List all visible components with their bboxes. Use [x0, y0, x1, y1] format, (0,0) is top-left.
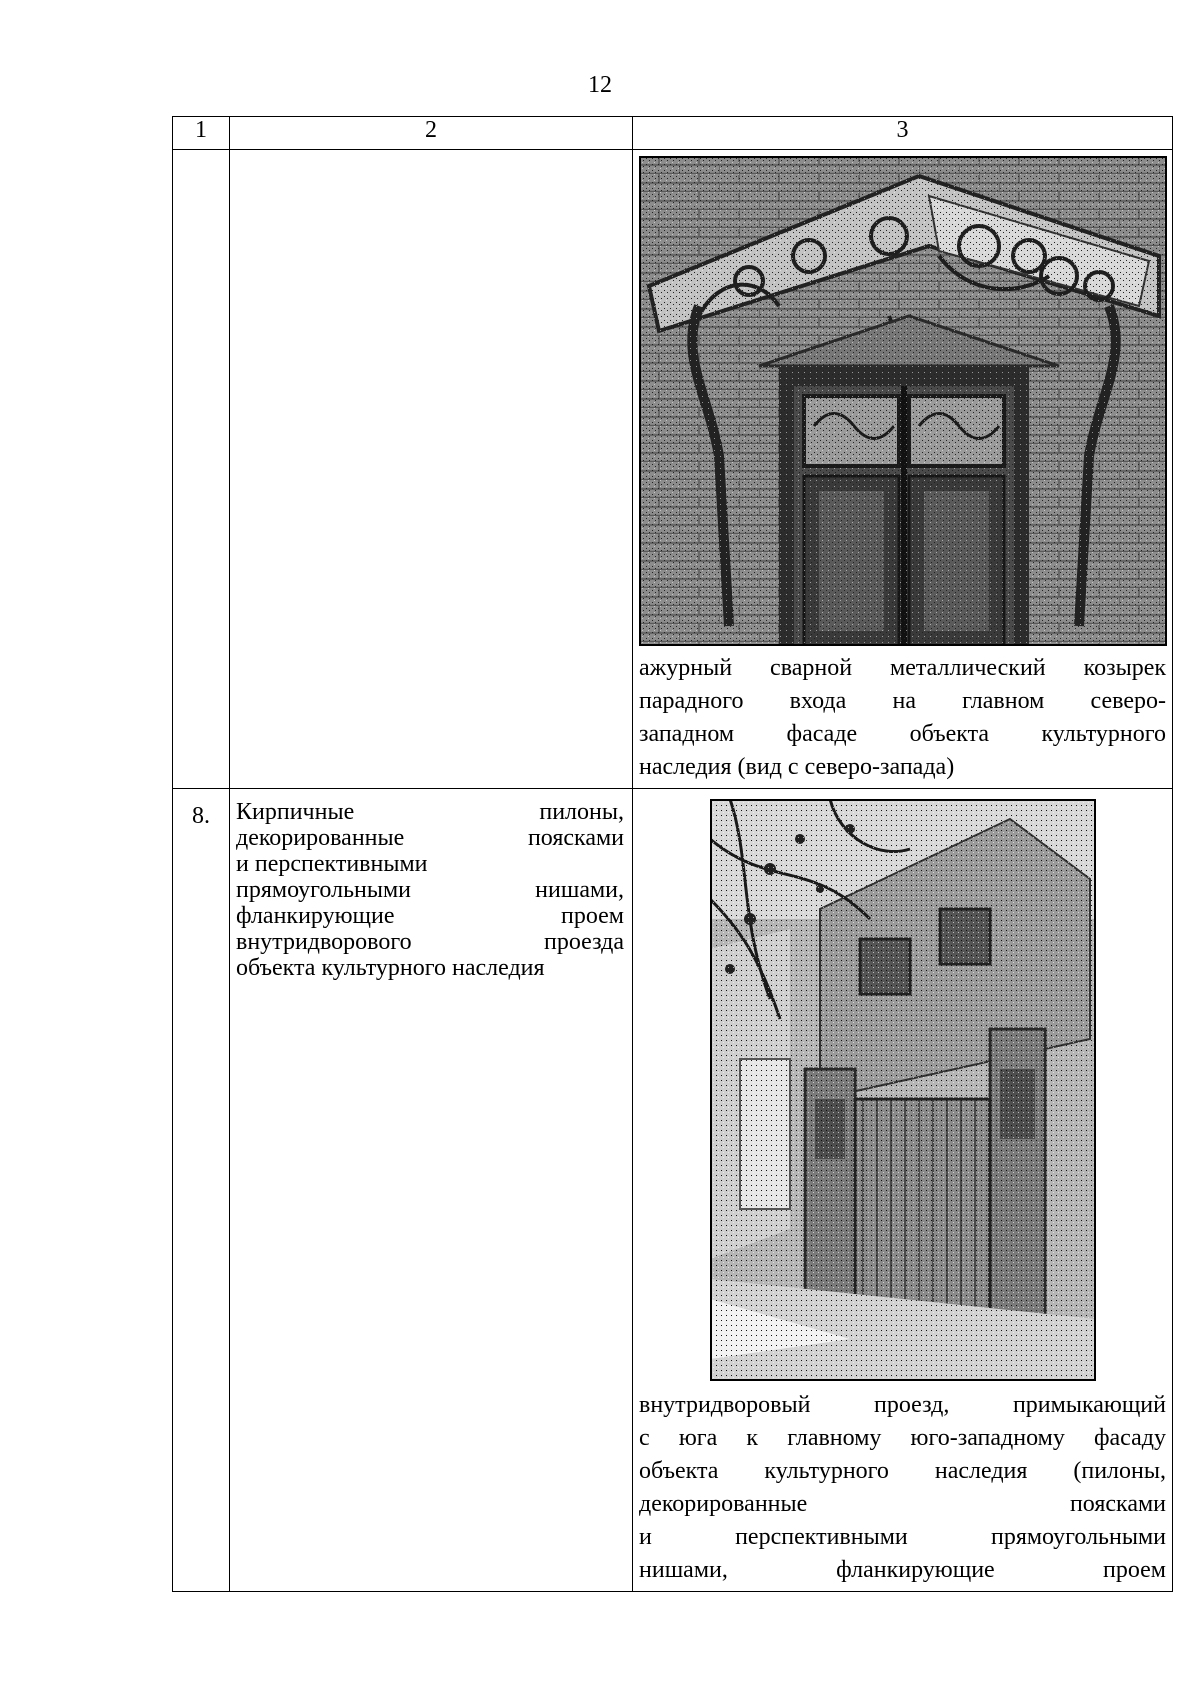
description-line: Кирпичные пилоны, — [236, 799, 624, 825]
row-caption — [633, 1389, 1172, 1591]
row-description — [230, 789, 633, 1592]
caption-line: объекта культурного наследия (пилоны, — [639, 1458, 1166, 1484]
description-line: фланкирующие проем — [236, 903, 624, 929]
caption-line: нишами, фланкирующие проем — [639, 1557, 1166, 1583]
row-illustration — [633, 150, 1173, 789]
header-col-3: 3 — [633, 117, 1173, 150]
description-line: объекта культурного наследия — [236, 955, 545, 981]
caption-line: наследия (вид с северо-запада) — [639, 754, 955, 780]
caption-line: парадного входа на главном северо- — [639, 688, 1166, 714]
door-canopy-photo — [639, 156, 1167, 646]
row-number — [173, 150, 230, 789]
header-col-1: 1 — [173, 117, 230, 150]
table-header-row — [173, 117, 1173, 150]
description-line: и перспективными — [236, 851, 428, 877]
heritage-table — [172, 116, 1173, 1592]
row-description — [230, 150, 633, 789]
table-row — [173, 150, 1173, 789]
caption-line: декорированные поясками — [639, 1491, 1166, 1517]
header-col-2: 2 — [230, 117, 633, 150]
caption-line: западном фасаде объекта культурного — [639, 721, 1166, 747]
row-caption — [633, 652, 1172, 788]
caption-line: ажурный сварной металлический козырек — [639, 655, 1166, 681]
caption-line: внутридворовый проезд, примыкающий — [639, 1392, 1166, 1418]
row-number: 8. — [173, 789, 230, 1592]
caption-line: и перспективными прямоугольными — [639, 1524, 1166, 1550]
courtyard-passage-photo — [710, 799, 1096, 1381]
description-line: прямоугольными нишами, — [236, 877, 624, 903]
description-line: внутридворового проезда — [236, 929, 624, 955]
table-row — [173, 789, 1173, 1592]
page-number: 12 — [588, 72, 612, 98]
description-line: декорированные поясками — [236, 825, 624, 851]
caption-line: с юга к главному юго-западному фасаду — [639, 1425, 1166, 1451]
row-illustration — [633, 789, 1173, 1592]
